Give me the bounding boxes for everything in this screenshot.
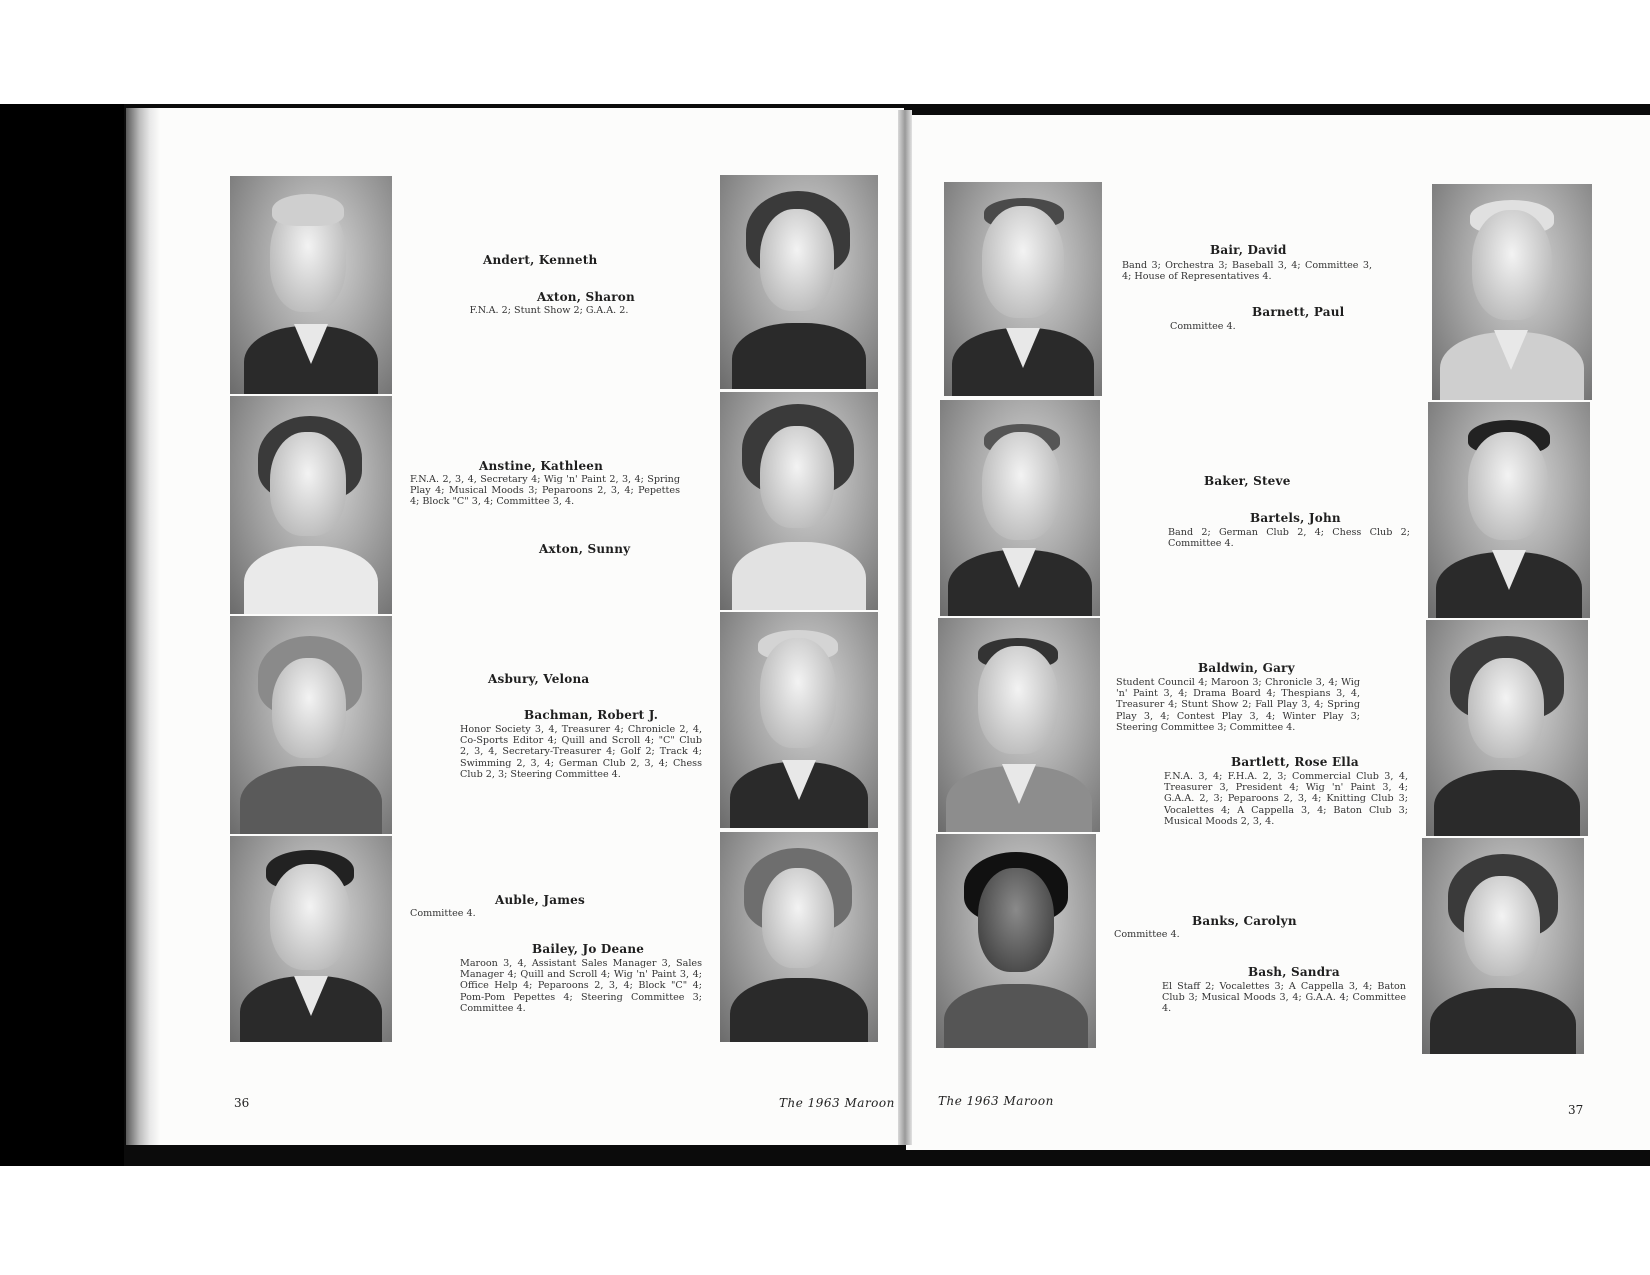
portrait-bash-sandra (1422, 838, 1584, 1054)
portrait-anstine-kathleen (230, 396, 392, 614)
student-name: Bartels, John (1250, 511, 1341, 525)
student-name: Axton, Sharon (537, 290, 635, 304)
portrait-asbury-velona (230, 616, 392, 834)
student-name: Bash, Sandra (1248, 965, 1340, 979)
student-name: Anstine, Kathleen (479, 459, 604, 473)
student-name: Barnett, Paul (1252, 305, 1345, 319)
portrait-bartlett-rose-ella (1426, 620, 1588, 836)
portrait-bailey-jo-deane (720, 832, 878, 1042)
portrait-banks-carolyn (936, 834, 1096, 1048)
page-footer: The 1963 Maroon (779, 1096, 895, 1110)
student-name: Andert, Kenneth (483, 253, 598, 267)
student-name: Axton, Sunny (539, 542, 631, 556)
portrait-bartels-john (1428, 402, 1590, 618)
student-activities: Maroon 3, 4, Assistant Sales Manager 3, Sales Manager 4; Quill and Scroll 4; Wig 'n' Paint 3, 4; Office Help 4; Peparoons 2, 3, 4; Block "C" 4; Pom-Pom Pepettes 4; Steering Committee 3; Committee 4. (460, 958, 702, 1014)
scan-border (0, 104, 124, 1166)
student-activities: Band 3; Orchestra 3; Baseball 3, 4; Committee 3, 4; House of Representatives 4. (1122, 260, 1372, 283)
student-name: Banks, Carolyn (1192, 914, 1297, 928)
portrait-bair-david (944, 182, 1102, 396)
page-footer: The 1963 Maroon (938, 1094, 1054, 1108)
page-number: 37 (1568, 1103, 1584, 1117)
portrait-andert-kenneth (230, 176, 392, 394)
student-activities: Committee 4. (410, 908, 476, 919)
student-activities: F.N.A. 2; Stunt Show 2; G.A.A. 2. (469, 305, 629, 316)
portrait-barnett-paul (1432, 184, 1592, 400)
student-name: Bair, David (1210, 243, 1287, 257)
student-activities: Committee 4. (1114, 929, 1180, 940)
portrait-baker-steve (940, 400, 1100, 616)
student-name: Asbury, Velona (488, 672, 590, 686)
student-name: Bailey, Jo Deane (532, 942, 645, 956)
student-activities: F.N.A. 2, 3, 4, Secretary 4; Wig 'n' Paint 2, 3, 4; Spring Play 4; Musical Moods 3; Peparoons 2, 3, 4; Pepettes 4; Block "C" 3, 4; Committee 3, 4. (410, 474, 680, 508)
student-activities: Band 2; German Club 2, 4; Chess Club 2; Committee 4. (1168, 527, 1410, 550)
book-gutter (898, 110, 912, 1145)
student-activities: Committee 4. (1170, 321, 1236, 332)
portrait-axton-sharon (720, 175, 878, 389)
student-name: Baker, Steve (1204, 474, 1291, 488)
book-binding-edge (126, 108, 160, 1145)
portrait-baldwin-gary (938, 618, 1100, 832)
student-name: Auble, James (495, 893, 585, 907)
portrait-auble-james (230, 836, 392, 1042)
student-name: Bachman, Robert J. (524, 708, 659, 722)
student-activities: F.N.A. 3, 4; F.H.A. 2, 3; Commercial Club 3, 4, Treasurer 3, President 4; Wig 'n' Paint 3, 4; G.A.A. 2, 3; Peparoons 2, 3, 4; Knitting Club 3; Vocalettes 4; A Cappella 3, 4; Baton Club 3; Musical Moods 2, 3, 4. (1164, 771, 1408, 827)
student-activities: Student Council 4; Maroon 3; Chronicle 3, 4; Wig 'n' Paint 3, 4; Drama Board 4; Thespians 3, 4, Treasurer 4; Stunt Show 2; Fall Play 3, 4; Spring Play 3, 4; Contest Play 3, 4; Winter Play 3; Steering Committee 3; Committee 4. (1116, 677, 1360, 733)
student-activities: El Staff 2; Vocalettes 3; A Cappella 3, 4; Baton Club 3; Musical Moods 3, 4; G.A.A. 4; Committee 4. (1162, 981, 1406, 1015)
portrait-axton-sunny (720, 392, 878, 610)
student-name: Baldwin, Gary (1198, 661, 1295, 675)
student-activities: Honor Society 3, 4, Treasurer 4; Chronicle 2, 4, Co-Sports Editor 4; Quill and Scroll 4; "C" Club 2, 3, 4, Secretary-Treasurer 4; Golf 2; Track 4; Swimming 2, 3, 4; German Club 2, 3, 4; Chess Club 2, 3; Steering Committee 4. (460, 724, 702, 780)
student-name: Bartlett, Rose Ella (1231, 755, 1359, 769)
page-number: 36 (234, 1096, 250, 1110)
portrait-bachman-robert (720, 612, 878, 828)
